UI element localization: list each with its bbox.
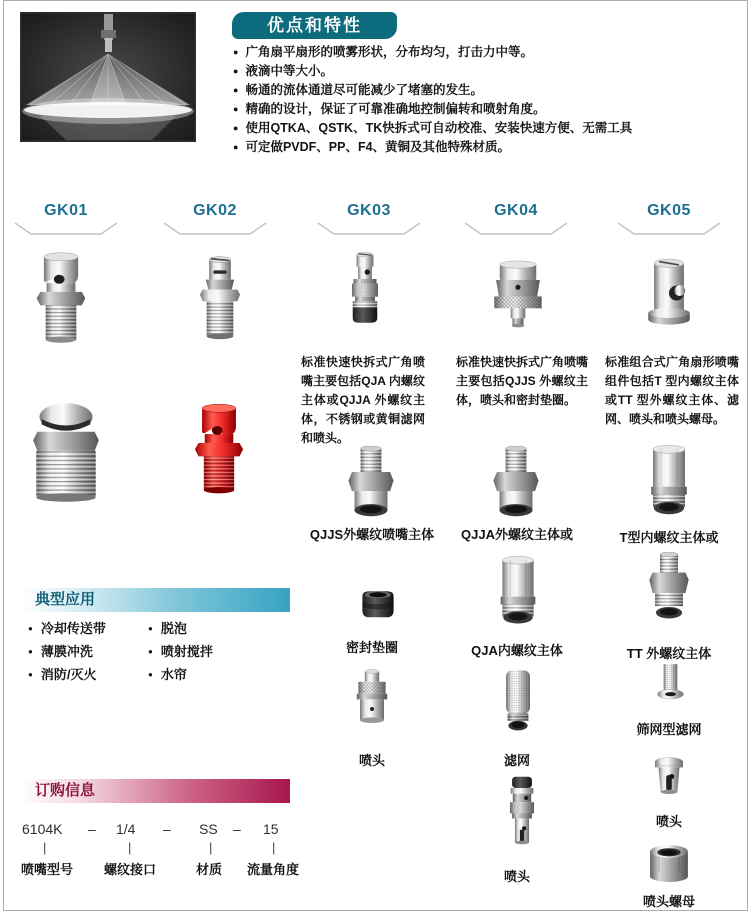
ordering-field-label: 材质 — [196, 862, 223, 877]
gk01-nozzle-image — [34, 246, 88, 354]
gk05-component-label: TT 外螺纹主体 — [626, 646, 712, 661]
bullet-icon: ● — [28, 647, 33, 656]
tab-label: GK03 — [347, 202, 391, 219]
application-text: 薄膜冲洗 — [40, 644, 93, 659]
gk05-body2-image — [644, 552, 694, 634]
features-list — [233, 43, 745, 157]
gk01-dome-nozzle-image — [28, 400, 104, 506]
gk04-tip-image — [500, 776, 544, 868]
gk03-component-label: QJJS外螺纹喷嘴主体 — [309, 527, 435, 542]
ordering-code-angle: 15 — [263, 821, 279, 837]
gk03-description: 标准快速快拆式广角喷嘴主要包括QJA 内螺纹主体或QJJA 外螺纹主体，不锈钢或黄铜滤网和喷头。 — [301, 355, 425, 445]
gk03-component-label: 密封垫圈 — [345, 640, 398, 655]
ordering-code-material: SS — [199, 821, 218, 837]
tab-label: GK01 — [44, 202, 88, 219]
ordering-field-label: 螺纹接口 — [104, 862, 157, 877]
feature-item — [233, 62, 745, 81]
bullet-icon: ● — [148, 647, 153, 656]
application-text: 水帘 — [160, 667, 187, 682]
feature-item — [233, 138, 745, 157]
gk04-body-image — [489, 446, 543, 524]
gk03-component-label: 喷头 — [358, 753, 385, 768]
tab-label: GK02 — [193, 202, 237, 219]
tab-label: GK04 — [494, 202, 538, 219]
tab-label: GK05 — [647, 202, 691, 219]
connector-bar: | — [272, 840, 276, 855]
tab-gk03 — [314, 202, 424, 236]
feature-text: 液滴中等大小。 — [245, 64, 333, 78]
gk05-component-label: 喷头螺母 — [642, 894, 695, 909]
gk03-tip-image — [348, 668, 396, 742]
gk04-component-label: QJJA外螺纹主体或 — [461, 527, 573, 542]
gk04-component-label: 喷头 — [503, 869, 530, 884]
application-item — [148, 663, 213, 686]
gk04-assembly-image — [486, 260, 550, 342]
ordering-field-label: 喷嘴型号 — [21, 862, 74, 877]
bullet-icon: ● — [28, 670, 33, 679]
spray-photo — [20, 12, 196, 142]
gk03-body-image — [344, 446, 398, 524]
bullet-icon: ● — [233, 85, 239, 95]
gk02-nozzle-image — [195, 248, 245, 352]
application-item — [28, 663, 106, 686]
bullet-icon: ● — [233, 66, 239, 76]
connector-bar: | — [43, 840, 47, 855]
feature-text: 广角扇平扇形的喷雾形状，分布均匀，打击力中等。 — [245, 45, 533, 59]
gk05-body-image — [642, 444, 696, 524]
application-text: 冷却传送带 — [40, 621, 106, 636]
tab-underline — [11, 222, 121, 236]
gk05-nut-image — [642, 840, 696, 888]
feature-item — [233, 119, 745, 138]
ordering-field-label: 流量角度 — [247, 862, 300, 877]
ordering-header: 订购信息 — [20, 779, 290, 803]
application-text: 喷射搅拌 — [160, 644, 213, 659]
dash-separator: – — [163, 821, 171, 837]
gk04-component-label: QJA内螺纹主体 — [471, 643, 563, 658]
gk05-component-label: 喷头 — [655, 814, 682, 829]
bullet-icon: ● — [233, 47, 239, 57]
bullet-icon: ● — [233, 123, 239, 133]
gk04-strainer-image — [494, 668, 542, 740]
applications-col2 — [148, 617, 213, 686]
application-text: 脱泡 — [160, 621, 187, 636]
bullet-icon: ● — [28, 624, 33, 633]
tab-underline — [614, 222, 724, 236]
tab-underline — [314, 222, 424, 236]
features-header: 优点和特性 — [232, 12, 397, 39]
gk02-red-nozzle-image — [190, 402, 248, 500]
gk03-gasket-image — [352, 586, 404, 626]
feature-item — [233, 100, 745, 119]
gk04-body2-image — [492, 554, 544, 634]
feature-item — [233, 81, 745, 100]
dash-separator: – — [233, 821, 241, 837]
tab-gk05 — [614, 202, 724, 236]
gk04-description: 标准快速快拆式广角喷嘴主要包括QJJS 外螺纹主体，喷头和密封垫圈。 — [456, 355, 589, 407]
gk05-tip-image — [648, 754, 690, 806]
gk05-assembly-image — [640, 254, 698, 338]
feature-item — [233, 43, 745, 62]
application-item — [148, 617, 213, 640]
feature-text: 畅通的流体通道尽可能减少了堵塞的发生。 — [245, 83, 483, 97]
tab-underline — [160, 222, 270, 236]
gk03-assembly-image — [342, 250, 388, 354]
tab-gk02 — [160, 202, 270, 236]
dash-separator: – — [88, 821, 96, 837]
tab-gk04 — [461, 202, 571, 236]
bullet-icon: ● — [148, 624, 153, 633]
applications-col1 — [28, 617, 106, 686]
application-item — [28, 617, 106, 640]
connector-bar: | — [209, 840, 213, 855]
gk05-component-label: 筛网型滤网 — [636, 722, 702, 737]
gk05-screen-strainer-image — [650, 662, 691, 710]
ordering-code-model: 6104K — [22, 821, 63, 837]
tab-underline — [461, 222, 571, 236]
tab-gk01 — [11, 202, 121, 236]
feature-text: 可定做PVDF、PP、F4、黄铜及其他特殊材质。 — [245, 140, 511, 154]
connector-bar: | — [128, 840, 132, 855]
feature-text: 精确的设计，保证了可靠准确地控制偏转和喷射角度。 — [245, 102, 546, 116]
gk04-component-label: 滤网 — [503, 753, 530, 768]
application-item — [148, 640, 213, 663]
gk05-component-label: T型内螺纹主体或 — [619, 530, 719, 545]
application-text: 消防/灭火 — [40, 667, 97, 682]
ordering-code-thread: 1/4 — [116, 821, 136, 837]
applications-header: 典型应用 — [20, 588, 290, 612]
gk05-description: 标准组合式广角扇形喷嘴组件包括T 型内螺纹主体或TT 型外螺纹主体、滤网、喷头和喷头螺母。 — [605, 355, 739, 426]
bullet-icon: ● — [148, 670, 153, 679]
application-item — [28, 640, 106, 663]
bullet-icon: ● — [233, 104, 239, 114]
feature-text: 使用QTKA、QSTK、TK快拆式可自动校准、安装快速方便、无需工具 — [245, 121, 633, 135]
bullet-icon: ● — [233, 142, 239, 152]
